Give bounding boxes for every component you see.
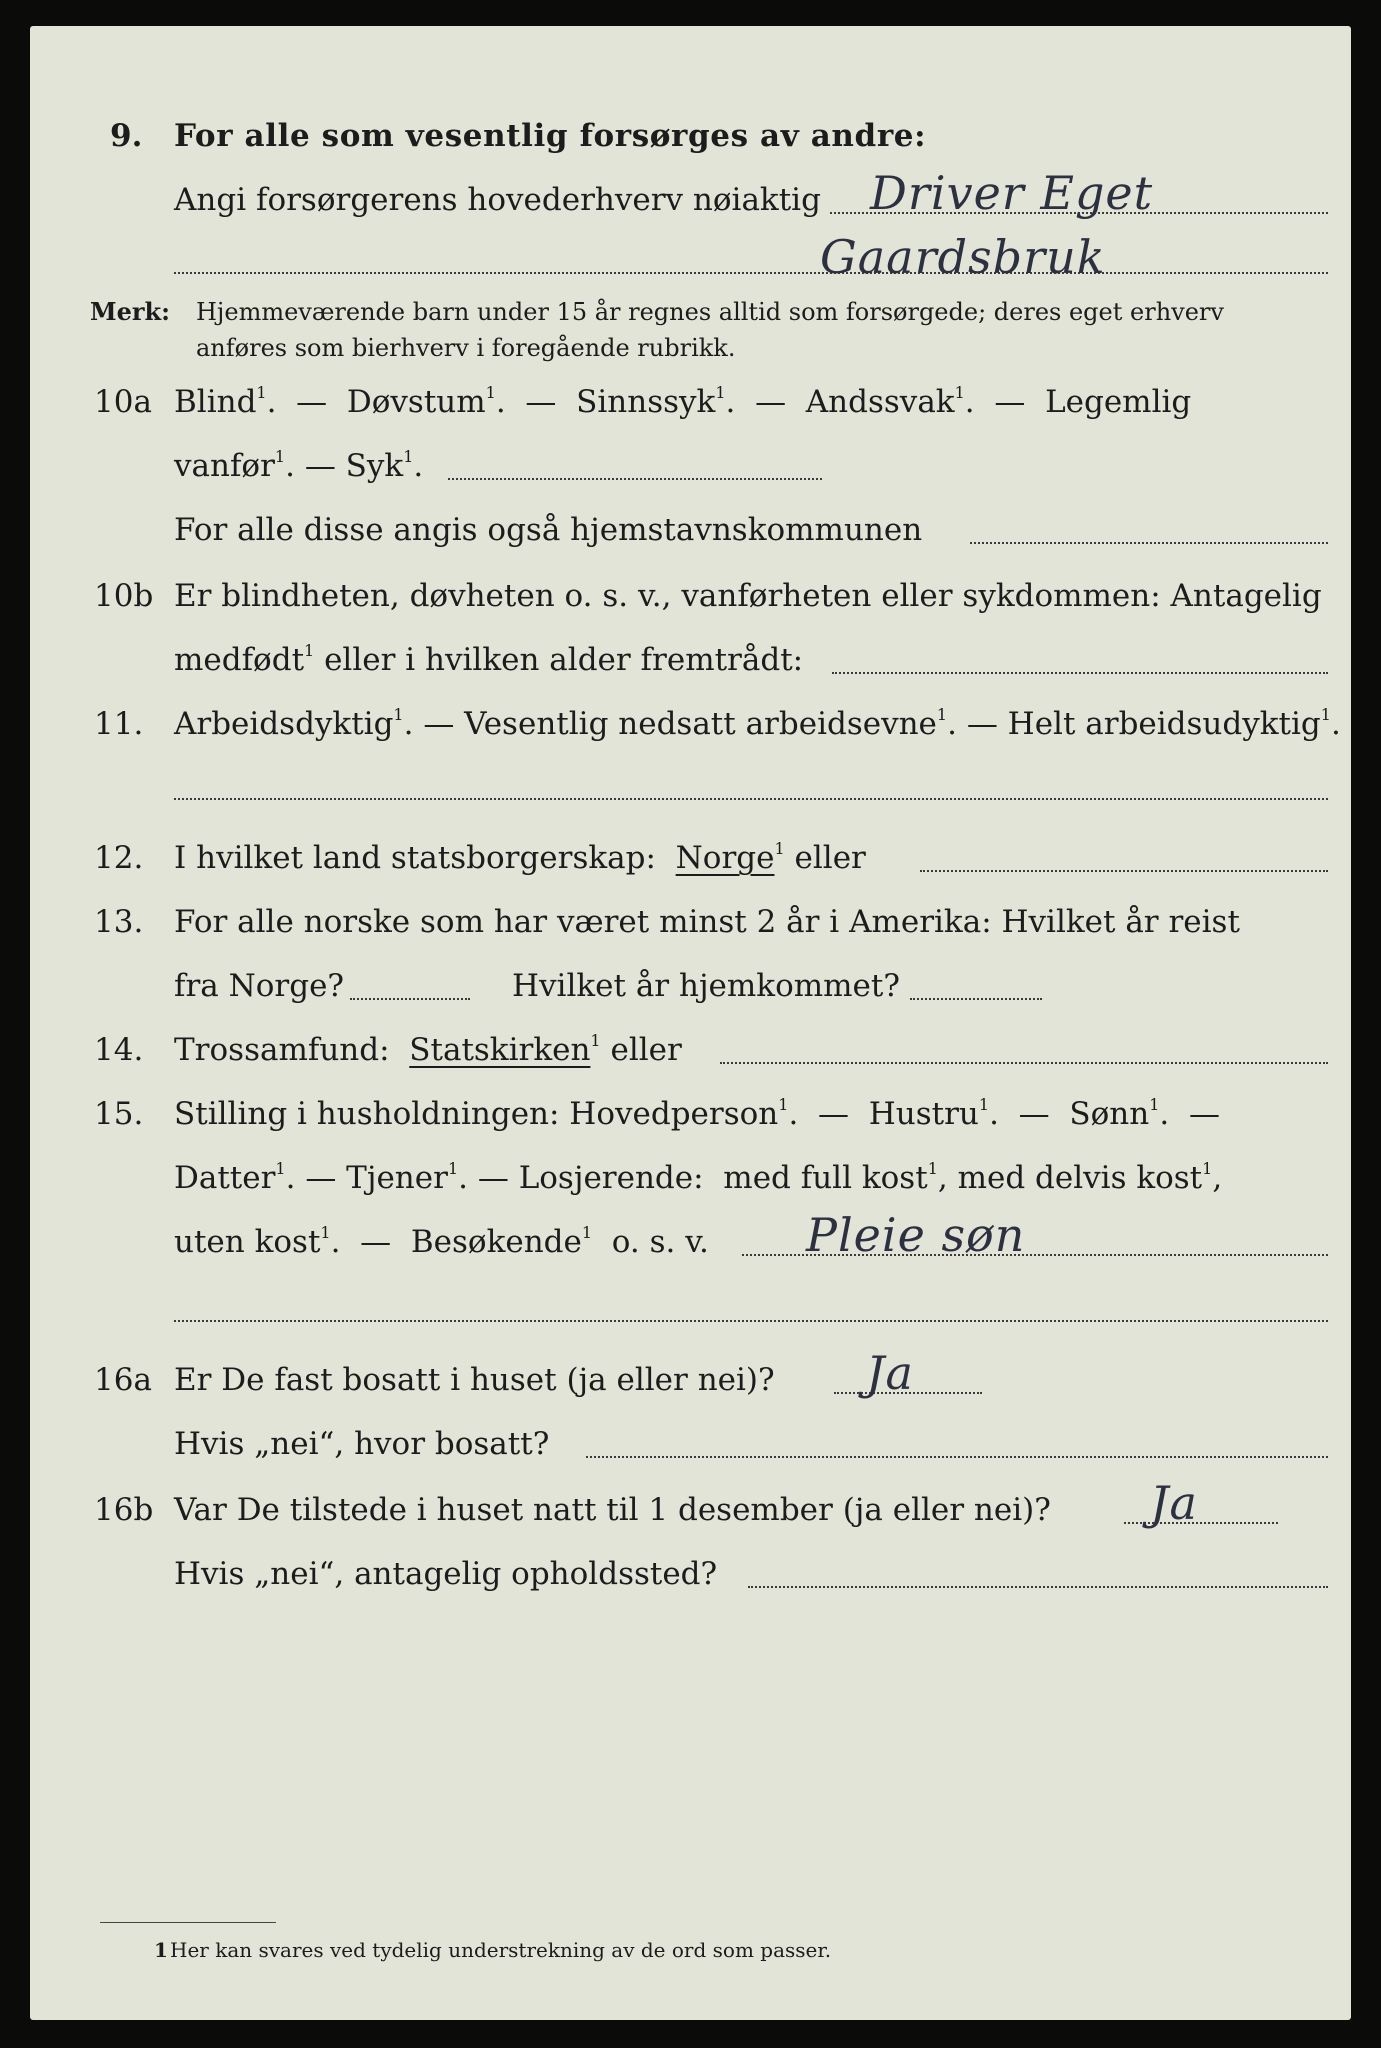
- q11-answer-line: [174, 798, 1328, 800]
- q16a-line-1: Er De fast bosatt i huset (ja eller nei)?: [174, 1362, 775, 1398]
- q15-line-1: Stilling i husholdningen: Hovedperson$^1$. — Hustru$^1$. — Sønn$^1$. —: [174, 1095, 1220, 1132]
- footnote-mark: 1: [154, 1938, 168, 1962]
- q13-reist-line: [350, 998, 470, 1000]
- q10b-answer-line: [832, 672, 1328, 674]
- q12-line: I hvilket land statsborgerskap: Norge$^1$ eller: [174, 839, 866, 876]
- q16a-number: 16a: [94, 1362, 152, 1398]
- q11-number: 11.: [94, 706, 144, 742]
- q15-answer-line-2: [174, 1320, 1328, 1322]
- q15-line-2: Datter$^1$. — Tjener$^1$. — Losjerende: med full kost$^1$, med delvis kost$^1$,: [174, 1159, 1223, 1196]
- q13-line-2a: fra Norge?: [174, 968, 345, 1004]
- q16a-handwritten-answer: Ja: [866, 1346, 914, 1400]
- q16b-handwritten-answer: Ja: [1150, 1476, 1198, 1530]
- q13-hjemkommet-line: [910, 998, 1042, 1000]
- q10b-line-2: medfødt$^1$ eller i hvilken alder fremtrådt:: [174, 641, 804, 678]
- q16b-number: 16b: [94, 1492, 154, 1528]
- q10b-number: 10b: [94, 578, 154, 614]
- q16b-opholdssted-line: [748, 1586, 1328, 1588]
- q12-number: 12.: [94, 840, 144, 876]
- q10a-number: 10a: [94, 384, 152, 420]
- footnote-rule: [100, 1922, 276, 1923]
- footnote-text: Her kan svares ved tydelig understrekning av de ord som passer.: [170, 1938, 832, 1962]
- q10a-line-2: vanfør$^1$. — Syk$^1$.: [174, 447, 424, 484]
- q14-number: 14.: [94, 1032, 144, 1068]
- merk-label: Merk:: [90, 297, 170, 326]
- q16b-answer-line: [1124, 1522, 1278, 1524]
- q15-handwritten-answer: Pleie søn: [806, 1208, 1026, 1262]
- q16a-bosatt-line: [586, 1456, 1328, 1458]
- q13-line-2b: Hvilket år hjemkommet?: [512, 968, 900, 1004]
- q10a-syk-line: [448, 478, 822, 480]
- q10a-line-1: Blind$^1$. — Døvstum$^1$. — Sinnssyk$^1$. — Andssvak$^1$. — Legemlig: [174, 383, 1192, 420]
- q14-answer-line: [720, 1062, 1328, 1064]
- q10b-line-1: Er blindheten, døvheten o. s. v., vanførheten eller sykdommen: Antagelig: [174, 578, 1322, 614]
- merk-line-2: anføres som bierhverv i foregående rubrikk.: [196, 334, 736, 362]
- q9-question: Angi forsørgerens hovederhverv nøiaktig: [174, 182, 821, 218]
- q15-line-3: uten kost$^1$. — Besøkende$^1$ o. s. v.: [174, 1223, 709, 1260]
- q9-handwritten-answer-2: Gaardsbruk: [820, 230, 1106, 284]
- q9-answer-line-2: [174, 272, 1328, 274]
- q10a-line-3: For alle disse angis også hjemstavnskommunen: [174, 512, 923, 548]
- q14-line: Trossamfund: Statskirken$^1$ eller: [174, 1031, 682, 1068]
- q15-number: 15.: [94, 1096, 144, 1132]
- q10a-kommune-line: [970, 542, 1328, 544]
- merk-line-1: Hjemmeværende barn under 15 år regnes alltid som forsørgede; deres eget erhverv: [196, 298, 1224, 326]
- q11-line: Arbeidsdyktig$^1$. — Vesentlig nedsatt arbeidsevne$^1$. — Helt arbeidsudyktig$^1$.: [174, 705, 1341, 742]
- q9-handwritten-answer-1: Driver Eget: [870, 166, 1154, 220]
- q12-answer-line: [920, 870, 1328, 872]
- census-form-page: [30, 26, 1351, 2020]
- q13-number: 13.: [94, 904, 144, 940]
- q16b-line-2: Hvis „nei“, antagelig opholdssted?: [174, 1556, 718, 1592]
- q16b-line-1: Var De tilstede i huset natt til 1 desember (ja eller nei)?: [174, 1492, 1051, 1528]
- q13-line-1: For alle norske som har været minst 2 år i Amerika: Hvilket år reist: [174, 904, 1240, 940]
- q9-title: For alle som vesentlig forsørges av andre:: [174, 118, 927, 154]
- q9-number: 9.: [110, 118, 143, 154]
- q16a-line-2: Hvis „nei“, hvor bosatt?: [174, 1426, 550, 1462]
